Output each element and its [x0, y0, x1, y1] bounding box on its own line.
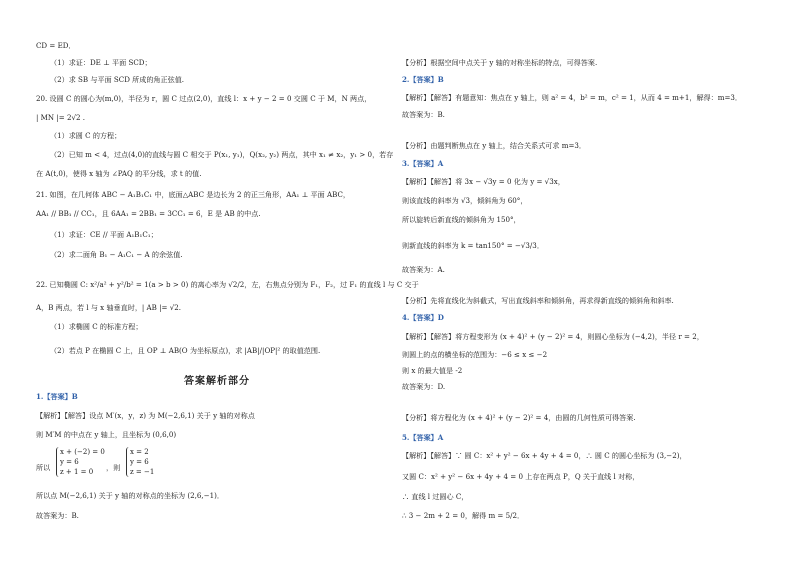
text-line: 则 x 的最大值是 -2 [402, 366, 463, 375]
answer-3-label: 3.【答案】A [402, 159, 444, 168]
text-line: 【解析】【解答】将方程变形为 (x + 4)² + (y − 2)² = 4，则圆心坐标为 (−4,2)，半径 r = 2， [402, 332, 704, 341]
section-title: 答案解析部分 [184, 376, 250, 387]
text-line: ∴ 直线 l 过圆心 C， [402, 492, 469, 501]
text-line: 则圆上的点的横坐标的范围为：−6 ≤ x ≤ −2 [402, 350, 548, 359]
answer-5-label: 5.【答案】A [402, 433, 444, 442]
text-line: 则该直线的斜率为 √3，倾斜角为 60°， [402, 196, 528, 205]
text-line: （1）求证：DE ⊥ 平面 SCD； [50, 58, 152, 67]
equation-system-1 [56, 447, 105, 477]
text-line: 则 M′M 的中点在 y 轴上，且坐标为 (0,6,0) [36, 430, 177, 439]
text-line: （1）求证：CE // 平面 A₁B₁C₁； [50, 230, 158, 239]
text-line: （2）求 SB 与平面 SCD 所成的角正弦值. [50, 75, 185, 84]
equation: y = 6 [130, 458, 149, 466]
answer-2-label: 2.【答案】B [402, 75, 444, 84]
text-line: 故答案为：B. [402, 110, 445, 119]
text-line: （1）求椭圆 C 的标准方程； [50, 322, 143, 331]
text-line: 【分析】先将直线化为斜截式，写出直线斜率和倾斜角，再求得新直线的倾斜角和斜率. [402, 296, 674, 305]
text-line: CD = ED． [36, 41, 76, 50]
question-21: 21. 如图，在几何体 ABC − A₁B₁C₁ 中，底面△ABC 是边长为 2 的正三角形，AA₁ ⊥ 平面 ABC， [36, 190, 350, 199]
text-line: 【解析】【解答】有题意知：焦点在 y 轴上，则 a² = 4，b² = m，c² = 1，从而 4 = m+1，解得：m=3． [402, 93, 743, 102]
text-line: 故答案为：D. [402, 382, 446, 391]
text-line: ，则 [106, 463, 121, 472]
text-line: 【分析】由题判断焦点在 y 轴上，结合关系式可求 m=3． [402, 141, 587, 150]
question-22: 22. 已知椭圆 C: x²/a² + y²/b² = 1(a > b > 0) 的离心率为 √2/2，左，右焦点分别为 F₁，F₂，过 F₁ 的直线 l 与 C 交于 [36, 280, 419, 289]
equation: x = 2 [130, 448, 149, 456]
equation: z = −1 [130, 468, 155, 476]
text-line: 所以点 M(−2,6,1) 关于 y 轴的对称点的坐标为 (2,6,−1)． [36, 491, 225, 500]
text-line: ∴ 3 − 2m + 2 = 0，解得 m = 5/2． [402, 511, 525, 520]
text-line: （2）求二面角 B₁ − A₁C₁ − A 的余弦值. [50, 250, 183, 259]
text-line: 所以旋转后新直线的倾斜角为 150°， [402, 215, 521, 224]
equation-system-2 [126, 447, 154, 477]
text-line: 【解析】【解答】将 3x − √3y = 0 化为 y = √3x， [402, 177, 565, 186]
text-line: 故答案为：B. [36, 511, 79, 520]
text-line: （1）求圆 C 的方程； [50, 131, 122, 140]
text-line: AA₁ // BB₁ // CC₁，且 6AA₁ = 2BB₁ = 3CC₁ = 6，E 是 AB 的中点. [36, 209, 261, 218]
text-line: （2）若点 P 在椭圆 C 上，且 OP ⊥ AB(O 为坐标原点)，求 |AB|/|OP|² 的取值范围. [50, 346, 321, 355]
text-line: 则新直线的斜率为 k = tan150° = −√3/3． [402, 241, 544, 250]
text-line: 在 A(t,0)，使得 x 轴为 ∠PAQ 的平分线，求 t 的值. [36, 169, 202, 178]
answer-4-label: 4.【答案】D [402, 313, 444, 322]
text-line: （2）已知 m < 4，过点(4,0)的直线与圆 C 相交于 P(x₁, y₁)，Q(x₂, y₂) 两点，其中 x₁ ≠ x₂，y₁ > 0，若存 [50, 150, 394, 159]
text-line: 又圆 C：x² + y² − 6x + 4y + 4 = 0 上存在两点 P，Q 关于直线 l 对称， [402, 472, 640, 481]
text-line: 故答案为：A. [402, 265, 445, 274]
text-line: 【解析】【解答】设点 M′(x，y，z) 为 M(−2,6,1) 关于 y 轴的对称点 [36, 411, 255, 420]
text-line: 【解析】【解答】∵ 圆 C：x² + y² − 6x + 4y + 4 = 0，∴ 圆 C 的圆心坐标为 (3,−2)， [402, 451, 687, 460]
text-line: 【分析】将方程化为 (x + 4)² + (y − 2)² = 4，由圆的几何性质可得答案. [402, 413, 636, 422]
equation: y = 6 [60, 458, 79, 466]
text-line: 所以 [36, 463, 51, 472]
text-line: 【分析】根据空间中点关于 y 轴的对称坐标的特点，可得答案. [402, 58, 598, 67]
equation: x + (−2) = 0 [60, 448, 105, 456]
answer-1-label: 1.【答案】B [36, 392, 78, 401]
question-20: 20. 设圆 C 的圆心为(m,0)，半径为 r，圆 C 过点(2,0)，直线 l：x + y − 2 = 0 交圆 C 于 M，N 两点， [36, 94, 372, 103]
text-line: A，B 两点，若 l 与 x 轴垂直时，| AB |= √2. [36, 303, 182, 312]
text-line: | MN |= 2√2 . [36, 113, 86, 122]
equation: z + 1 = 0 [60, 468, 94, 476]
